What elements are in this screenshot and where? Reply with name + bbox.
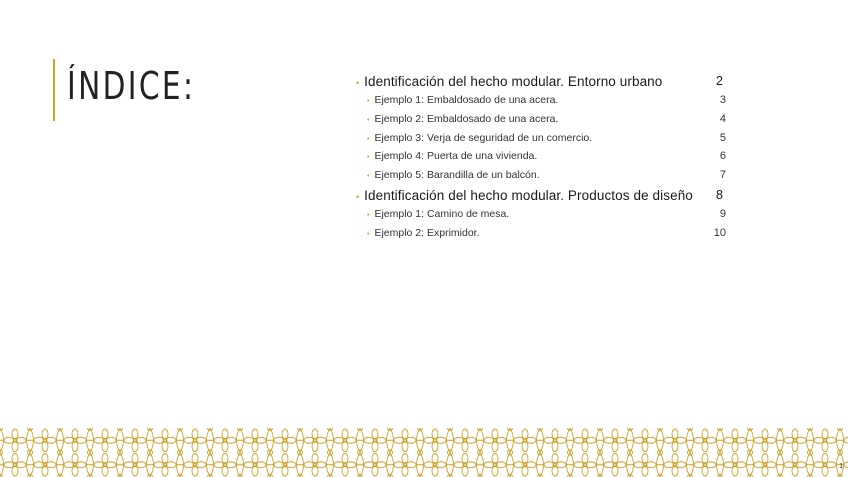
bullet-icon: • <box>356 78 360 88</box>
toc-item-page: 4 <box>719 112 726 125</box>
table-of-contents <box>356 74 728 246</box>
toc-item[interactable] <box>356 188 728 208</box>
title-accent-bar <box>53 59 55 121</box>
toc-item-page: 2 <box>716 74 723 88</box>
slide-number: 1 <box>839 463 843 470</box>
toc-item-page: 3 <box>719 94 726 106</box>
toc-item-page: 8 <box>716 187 723 202</box>
bullet-icon: • <box>367 116 370 124</box>
toc-item-page: 10 <box>713 226 726 239</box>
toc-item-label: Ejemplo 4: Puerta de una vivienda. <box>374 150 538 163</box>
toc-item-label: Ejemplo 1: Camino de mesa. <box>374 207 510 220</box>
toc-item[interactable] <box>356 208 728 227</box>
toc-item-label: Ejemplo 2: Embaldosado de una acera. <box>374 112 559 125</box>
toc-item-page: 9 <box>719 207 726 220</box>
toc-item-label: Identificación del hecho modular. Entorno urbano <box>364 74 663 89</box>
toc-item[interactable] <box>356 169 728 188</box>
bullet-icon: • <box>367 211 370 219</box>
toc-item[interactable] <box>356 113 728 132</box>
toc-item-label: Ejemplo 1: Embaldosado de una acera. <box>374 94 559 106</box>
toc-item[interactable] <box>356 150 728 169</box>
bullet-icon: • <box>367 173 370 181</box>
toc-item-label: Identificación del hecho modular. Productos de diseño <box>364 187 693 203</box>
toc-item[interactable] <box>356 227 728 246</box>
bullet-icon: • <box>367 98 370 105</box>
toc-item[interactable] <box>356 94 728 113</box>
toc-item-label: Ejemplo 5: Barandilla de un balcón. <box>374 169 540 182</box>
bullet-icon: • <box>356 191 360 202</box>
toc-item[interactable] <box>356 132 728 151</box>
bullet-icon: • <box>367 154 370 162</box>
toc-item-label: Ejemplo 2: Exprimidor. <box>374 226 480 239</box>
toc-item-page: 5 <box>719 131 726 144</box>
bullet-icon: • <box>367 135 370 143</box>
bullet-icon: • <box>367 230 370 238</box>
toc-item-page: 6 <box>719 150 726 163</box>
toc-item-page: 7 <box>719 169 726 182</box>
toc-item-label: Ejemplo 3: Verja de seguridad de un comercio. <box>374 131 593 144</box>
toc-item[interactable] <box>356 74 728 94</box>
slide-title: ÍNDICE: <box>67 64 196 108</box>
decorative-pattern-icon <box>0 428 848 477</box>
